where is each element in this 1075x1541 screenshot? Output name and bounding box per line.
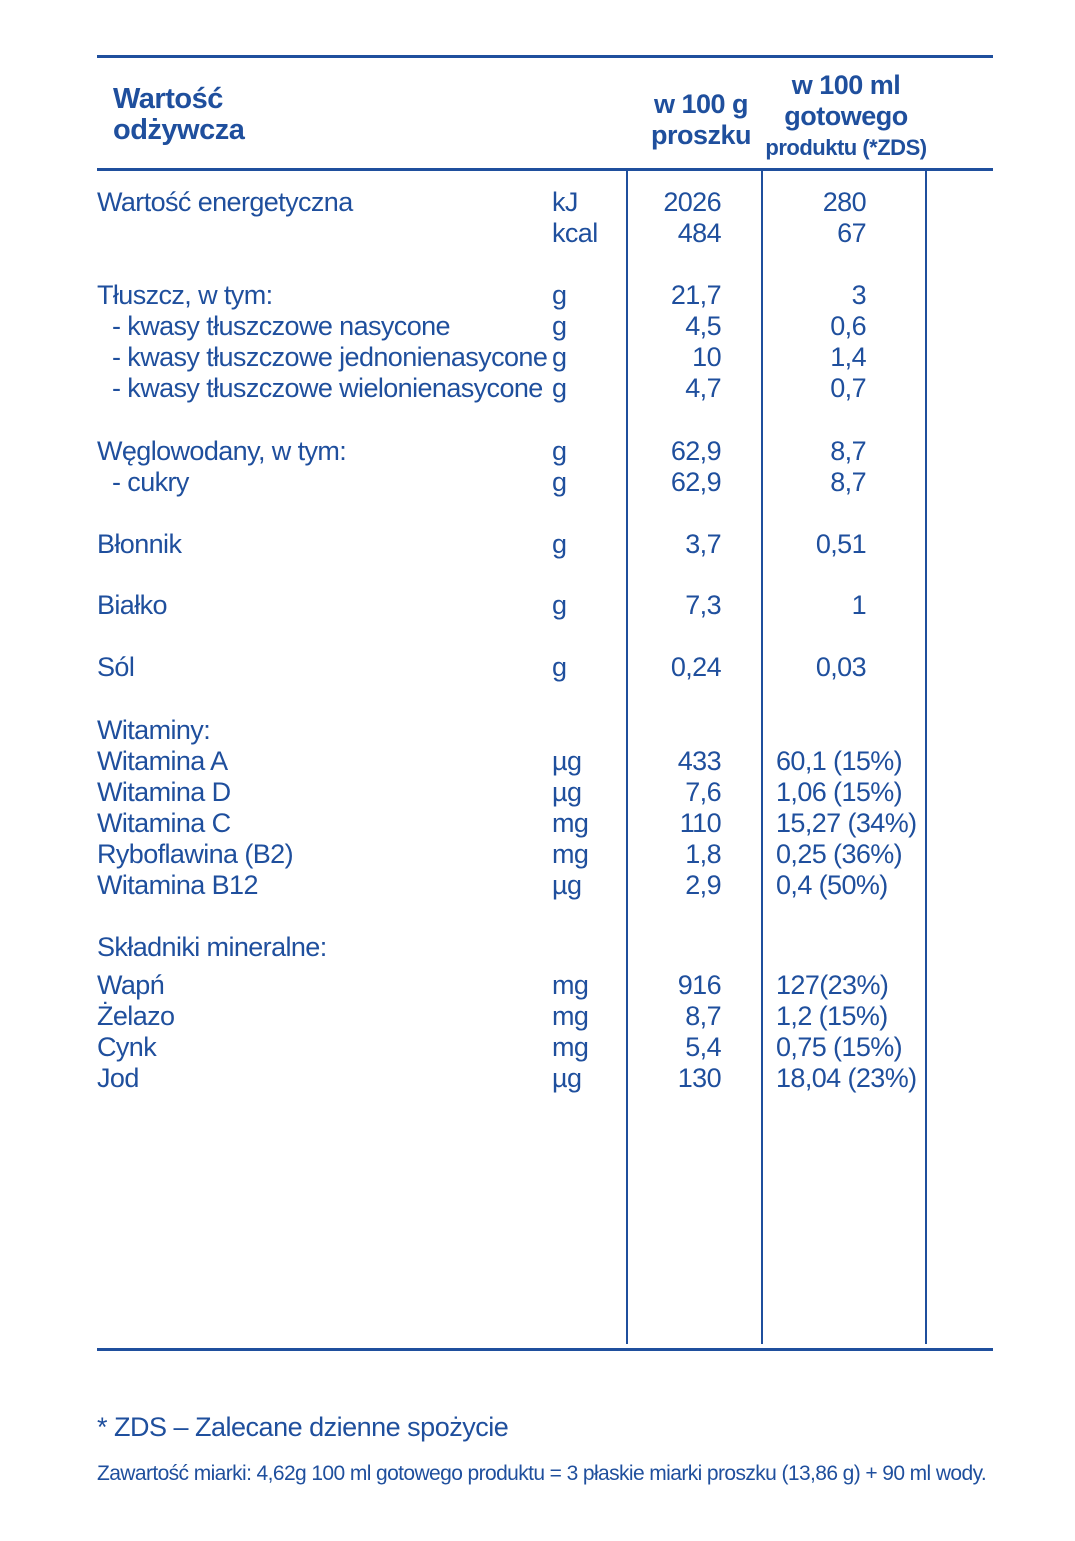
row-label: Jod [97, 1063, 139, 1093]
column-header-per-100g [640, 89, 762, 151]
row-value-100g: 433 [677, 746, 721, 776]
col1-header-line1: w 100 g [653, 89, 749, 119]
row-unit: µg [552, 870, 582, 900]
row-value-100ml: 8,7 [830, 436, 866, 466]
row-label: Cynk [97, 1032, 157, 1062]
row-value-100ml: 1,06 (15%) [776, 777, 903, 807]
table-header-rule [97, 168, 993, 171]
row-value-100g: 2,9 [685, 870, 721, 900]
row-label: - kwasy tłuszczowe nasycone [112, 311, 450, 341]
row-value-100g: 8,7 [685, 1001, 721, 1031]
row-label: Węglowodany, w tym: [97, 436, 347, 466]
row-unit: mg [552, 1001, 589, 1031]
row-value-100g: 2026 [663, 187, 721, 217]
row-value-100g: 110 [679, 808, 721, 838]
row-label: Witamina C [97, 808, 231, 838]
section-heading-minerals: Składniki mineralne: [97, 932, 327, 962]
row-unit: µg [552, 1063, 582, 1093]
row-value-100ml: 0,25 (36%) [776, 839, 903, 869]
row-value-100ml: 1,4 [830, 342, 866, 372]
row-unit: kcal [552, 218, 598, 248]
row-value-100ml: 127(23%) [776, 970, 889, 1000]
row-value-100ml: 0,75 (15%) [776, 1032, 903, 1062]
row-label: - kwasy tłuszczowe jednonienasycone [112, 342, 548, 372]
row-label: Tłuszcz, w tym: [97, 280, 273, 310]
row-unit: g [552, 652, 567, 682]
row-unit: g [552, 529, 567, 559]
row-value-100g: 10 [692, 342, 721, 372]
row-label: Wapń [97, 970, 165, 1000]
zds-footnote: * ZDS – Zalecane dzienne spożycie [97, 1412, 509, 1442]
row-value-100ml: 60,1 (15%) [776, 746, 903, 776]
row-value-100ml: 8,7 [830, 467, 866, 497]
row-label: Wartość energetyczna [97, 187, 353, 217]
column-header-per-100ml [765, 70, 927, 163]
row-unit: g [552, 436, 567, 466]
row-value-100g: 62,9 [670, 467, 721, 497]
row-value-100ml: 67 [837, 218, 866, 248]
row-unit: µg [552, 777, 582, 807]
row-unit: mg [552, 808, 589, 838]
column-divider-3 [925, 168, 927, 1344]
row-unit: g [552, 373, 567, 403]
row-value-100g: 3,7 [685, 529, 721, 559]
col1-header-line2: proszku [650, 120, 752, 150]
row-unit: µg [552, 746, 582, 776]
row-unit: g [552, 280, 567, 310]
row-value-100ml: 1,2 (15%) [776, 1001, 888, 1031]
row-value-100g: 21,7 [670, 280, 721, 310]
row-unit: mg [552, 839, 589, 869]
row-unit: g [552, 342, 567, 372]
col2-header-line3: produktu (*ZDS) [765, 135, 927, 160]
row-value-100g: 7,6 [685, 777, 721, 807]
row-label: Żelazo [97, 1001, 175, 1031]
row-label: - cukry [112, 467, 189, 497]
row-value-100ml: 0,4 (50%) [776, 870, 888, 900]
row-unit: kJ [552, 187, 578, 217]
row-label: Witamina B12 [97, 870, 258, 900]
row-value-100ml: 280 [822, 187, 866, 217]
row-unit: mg [552, 970, 589, 1000]
row-value-100g: 62,9 [670, 436, 721, 466]
col2-header-line2: gotowego [784, 101, 908, 131]
row-label: Sól [97, 652, 135, 682]
row-label: Błonnik [97, 529, 182, 559]
scoop-footnote: Zawartość miarki: 4,62g 100 ml gotowego produktu = 3 płaskie miarki proszku (13,86 g) + 90 ml wody. [97, 1462, 987, 1485]
row-label: Witamina D [97, 777, 231, 807]
table-title-line1: Wartość [113, 83, 223, 115]
row-value-100g: 130 [677, 1063, 721, 1093]
row-unit: g [552, 467, 567, 497]
row-label: Ryboflawina (B2) [97, 839, 293, 869]
table-title-line2: odżywcza [113, 114, 245, 146]
row-label: Białko [97, 590, 167, 620]
table-title [113, 84, 244, 146]
row-value-100ml: 3 [851, 280, 866, 310]
row-unit: g [552, 311, 567, 341]
row-unit: mg [552, 1032, 589, 1062]
row-value-100ml: 0,6 [830, 311, 866, 341]
row-value-100g: 4,5 [685, 311, 721, 341]
row-value-100g: 484 [677, 218, 721, 248]
row-label: - kwasy tłuszczowe wielonienasycone [112, 373, 543, 403]
row-value-100g: 7,3 [685, 590, 721, 620]
row-value-100g: 0,24 [670, 652, 721, 682]
row-value-100ml: 0,03 [815, 652, 866, 682]
row-value-100g: 4,7 [685, 373, 721, 403]
row-label: Witamina A [97, 746, 228, 776]
row-value-100ml: 18,04 (23%) [776, 1063, 917, 1093]
section-heading-vitamins: Witaminy: [97, 715, 211, 745]
row-unit: g [552, 590, 567, 620]
row-value-100ml: 1 [851, 590, 866, 620]
table-bottom-rule [97, 1348, 993, 1351]
row-value-100g: 5,4 [685, 1032, 721, 1062]
row-value-100g: 916 [677, 970, 721, 1000]
row-value-100ml: 0,7 [830, 373, 866, 403]
row-value-100ml: 0,51 [815, 529, 866, 559]
col2-header-line1: w 100 ml [791, 70, 901, 100]
table-top-rule [97, 55, 993, 58]
row-value-100g: 1,8 [685, 839, 721, 869]
row-value-100ml: 15,27 (34%) [776, 808, 917, 838]
